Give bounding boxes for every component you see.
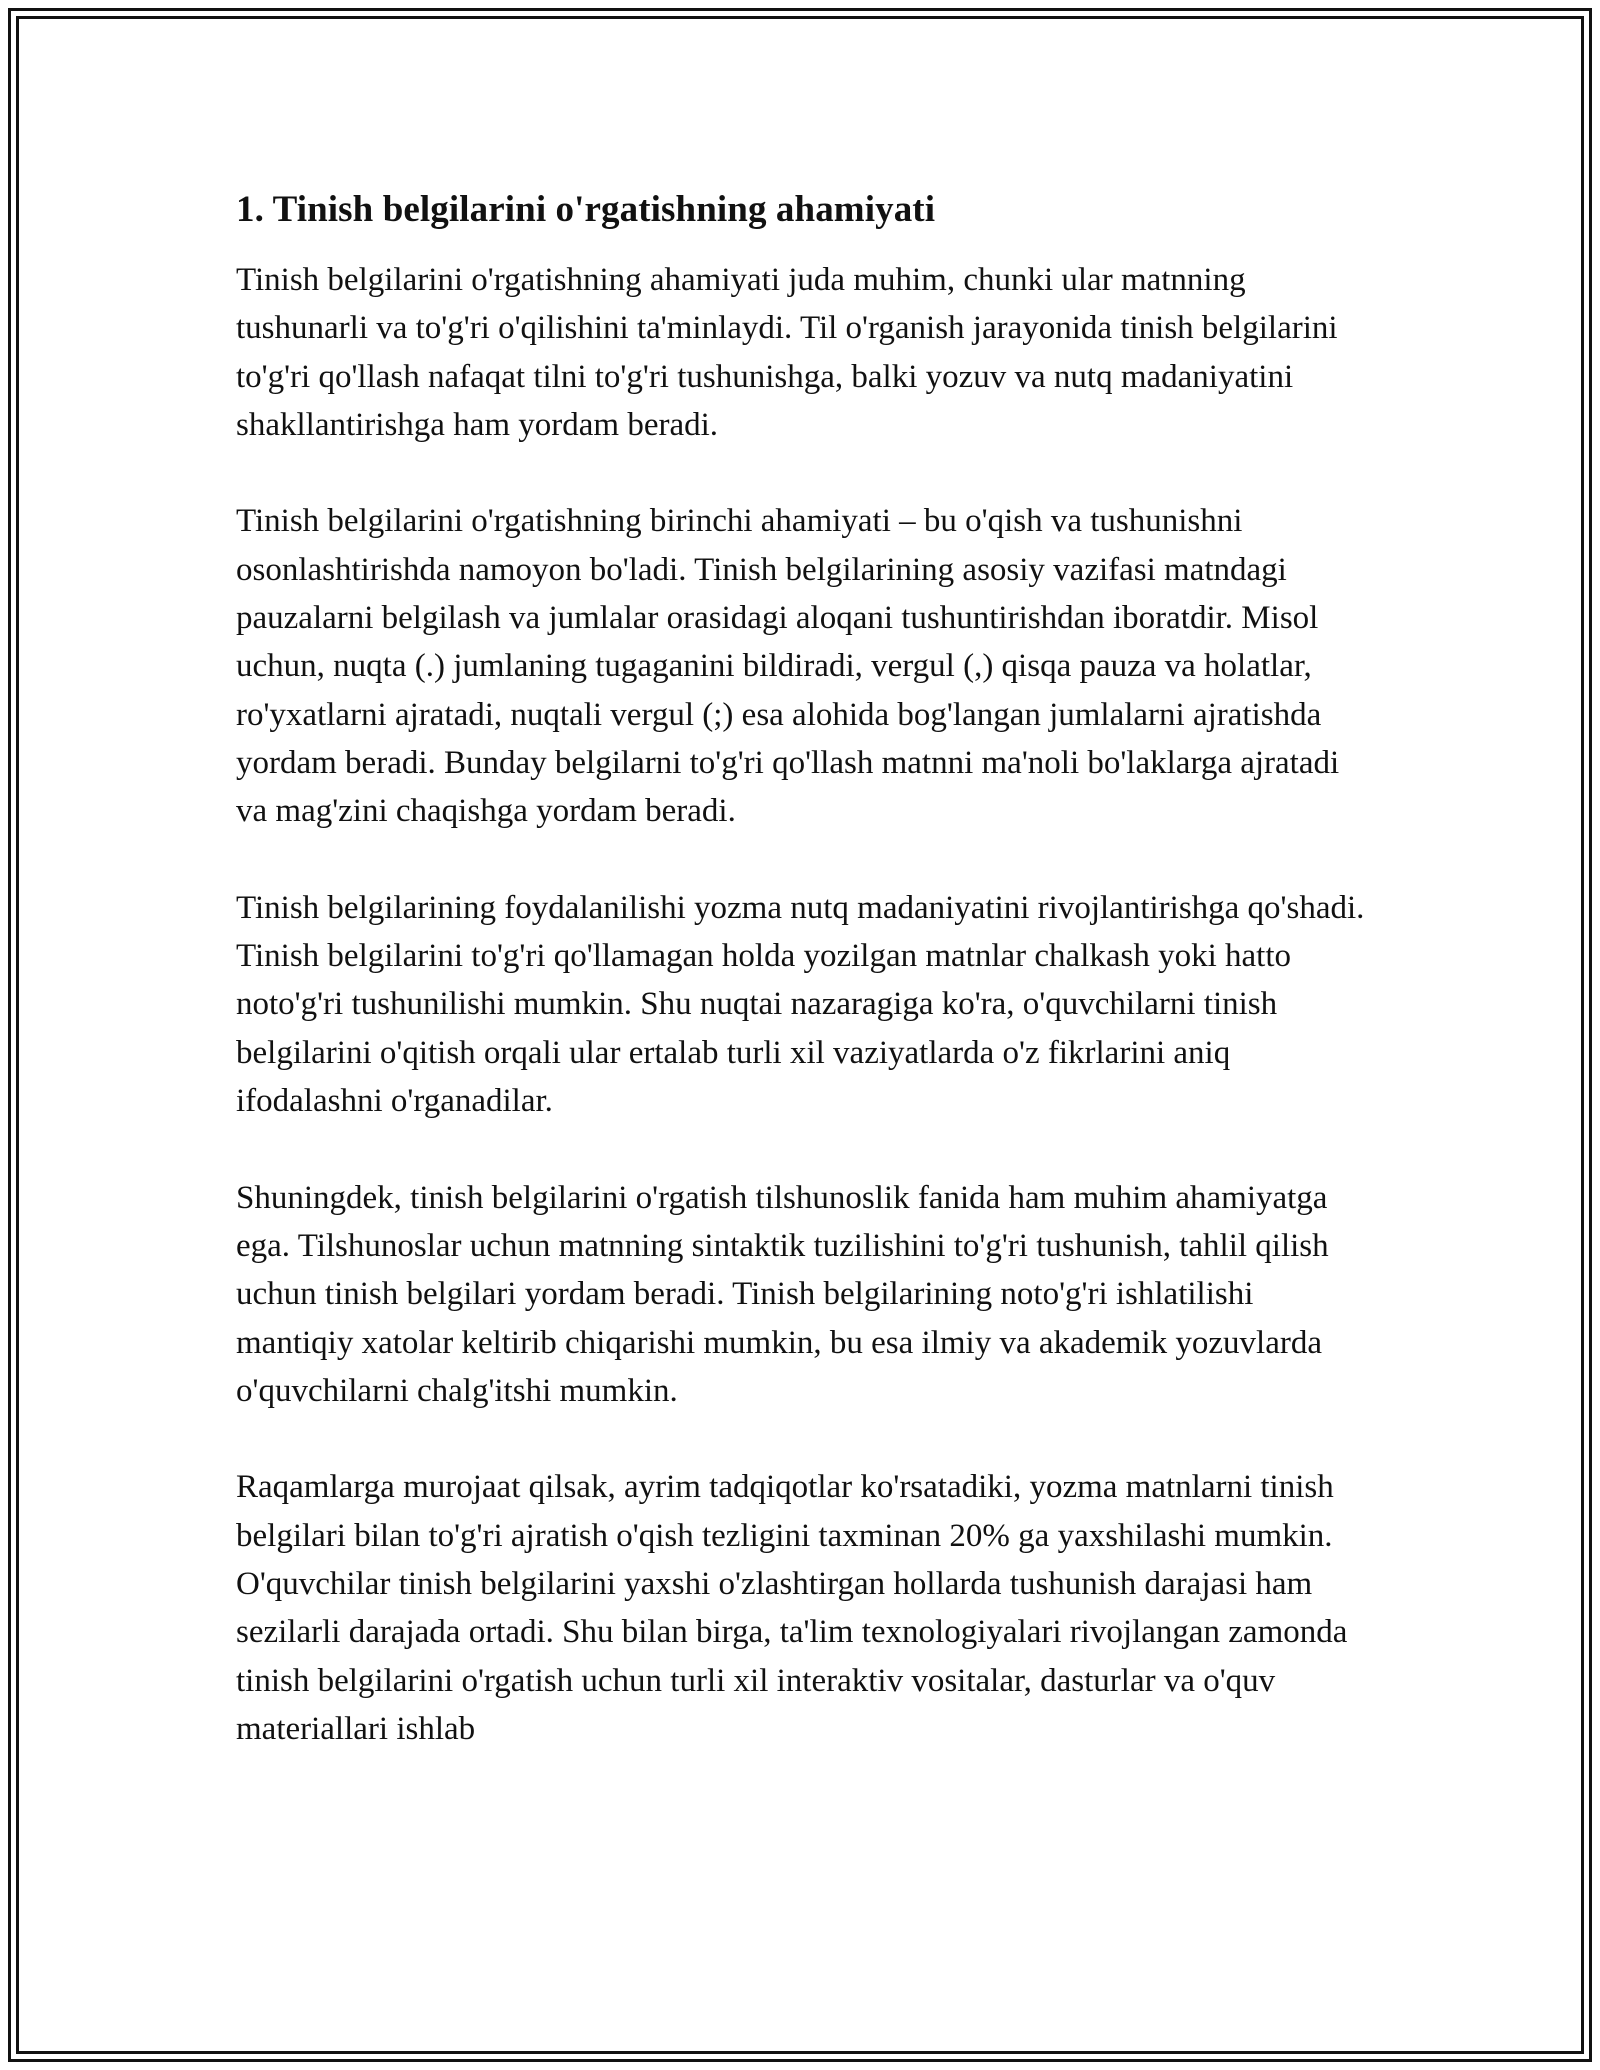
- paragraph-writing-culture: Tinish belgilarining foydalanilishi yozma nutq madaniyatini rivojlantirishga qo'shadi. Tinish belgilarini to'g'ri qo'llamagan holda yozilgan matnlar chalkash yoki hatto noto'g'ri tushunilishi mumkin. Shu nuqtai nazaragiga ko'ra, o'quvchilarni tinish belgilarini o'qitish orqali ular ertalab turli xil vaziyatlarda o'z fikrlarini aniq ifodalashni o'rganadilar.: [236, 889, 1365, 1120]
- paragraph-intro: Tinish belgilarini o'rgatishning ahamiyati juda muhim, chunki ular matnning tushunarli va to'g'ri o'qilishini ta'minlaydi. Til o'rganish jarayonida tinish belgilarini to'g'ri qo'llash nafaqat tilni to'g'ri tushunishga, balki yozuv va nutq madaniyatini shakllantirishga ham yordam beradi.: [236, 262, 1338, 443]
- paragraph-reading-comprehension: Tinish belgilarini o'rgatishning birinchi ahamiyati – bu o'qish va tushunishni osonlashtirishda namoyon bo'ladi. Tinish belgilarining asosiy vazifasi matndagi pauzalarni belgilash va jumlalar orasidagi aloqani tushuntirishdan iboratdir. Misol uchun, nuqta (.) jumlaning tugaganini bildiradi, vergul (,) qisqa pauza va holatlar, ro'yxatlarni ajratadi, nuqtali vergul (;) esa alohida bog'langan jumlalarni ajratishda yordam beradi. Bunday belgilarni to'g'ri qo'llash matnni ma'noli bo'laklarga ajratadi va mag'zini chaqishga yordam beradi.: [236, 503, 1340, 830]
- paragraph-linguistics: Shuningdek, tinish belgilarini o'rgatish tilshunoslik fanida ham muhim ahamiyatga ega. Tilshunoslar uchun matnning sintaktik tuzilishini to'g'ri tushunish, tahlil qilish uchun tinish belgilari yordam beradi. Tinish belgilarining noto'g'ri ishlatilishi mantiqiy xatolar keltirib chiqarishi mumkin, bu esa ilmiy va akademik yozuvlarda o'quvchilarni chalg'itshi mumkin.: [236, 1179, 1329, 1409]
- document-body: [236, 186, 1376, 1802]
- section-heading: 1. Tinish belgilarini o'rgatishning ahamiyati: [236, 189, 936, 230]
- paragraph-statistics: Raqamlarga murojaat qilsak, ayrim tadqiqotlar ko'rsatadiki, yozma matnlarni tinish belgilari bilan to'g'ri ajratish o'qish tezligini taxminan 20% ga yaxshilashi mumkin. O'quvchilar tinish belgilarini yaxshi o'zlashtirgan hollarda tushunish darajasi ham sezilarli darajada ortadi. Shu bilan birga, ta'lim texnologiyalari rivojlangan zamonda tinish belgilarini o'rgatish uchun turli xil interaktiv vositalar, dasturlar va o'quv materiallari ishlab: [236, 1469, 1348, 1747]
